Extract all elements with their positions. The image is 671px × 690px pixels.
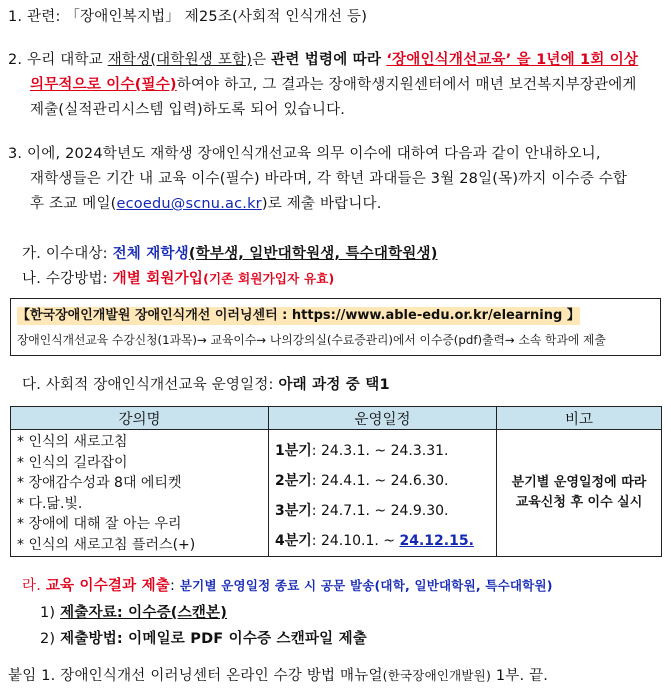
law-basis-text: 관련 법령에 따라 (271, 52, 387, 68)
quarter-range: : 24.7.1. ~ 24.9.30. (311, 503, 449, 519)
attachment-tail: 1부. 끝. (491, 668, 549, 684)
item-3-line-3 (30, 194, 382, 214)
sub-item-2 (40, 629, 367, 649)
method-label: 나. 수강방법: (22, 271, 113, 287)
mandatory-education-text: ‘장애인식개선교육’ 을 1년에 1회 이상 (386, 52, 639, 68)
sub-item-2-label: 2) (40, 631, 61, 647)
elearning-notice-box (10, 298, 661, 356)
quarter-range: : 24.10.1. ~ (311, 533, 400, 549)
period-q4 (275, 526, 496, 556)
elearning-center-url[interactable]: 【한국장애인개발원 장애인식개선 이러닝센터 : https://www.able-edu.or.kr/elearning 】 (17, 308, 580, 323)
list-item: * 인식의 새로고침 플러스(+) (17, 535, 268, 556)
quarter-label: 1분기 (275, 443, 312, 459)
choose-one-text: 아래 과정 중 택1 (278, 377, 390, 393)
list-item: * 인식의 길라잡이 (17, 453, 268, 474)
submission-title: 교육 이수결과 제출 (45, 578, 170, 594)
item-2-prefix: 2. 우리 대학교 (8, 52, 108, 68)
method-individual-signup: 개별 회원가입 (112, 271, 204, 287)
period-q3 (275, 496, 496, 526)
header-schedule: 운영일정 (269, 407, 497, 430)
item-3-line-1: 3. 이에, 2024학년도 재학생 장애인식개선교육 의무 이수에 대하여 다음과 같이 안내하오니, (8, 146, 601, 162)
item-ra-submission (22, 576, 553, 596)
item-2-particle: 은 (252, 52, 272, 68)
target-detail: (학부생, 일반대학원생, 특수대학원생) (188, 246, 438, 262)
item-da-schedule (22, 375, 390, 395)
attachment-org: (한국장애인개발원) (382, 668, 492, 683)
remark-line-2: 교육신청 후 이수 실시 (515, 495, 643, 510)
method-detail: (기존 회원가입자 유효) (203, 271, 335, 286)
list-item: * 장애에 대해 잘 아는 우리 (17, 514, 268, 535)
sub-item-1-label: 1) (40, 605, 61, 621)
schedule-table (10, 406, 662, 557)
submission-label: 라. (22, 578, 46, 594)
header-remarks: 비고 (497, 407, 662, 430)
course-list-cell (11, 430, 269, 557)
period-q2 (275, 466, 496, 496)
table-header-row (11, 407, 662, 430)
sub-item-1 (40, 603, 227, 623)
item-2-line-2 (30, 75, 637, 95)
table-row (11, 430, 662, 557)
submission-material: 제출자료: 이수증(스캔본) (60, 605, 228, 621)
item-2-line-1 (8, 50, 638, 70)
target-label: 가. 이수대상: (22, 246, 113, 262)
period-q1 (275, 436, 496, 466)
schedule-label: 다. 사회적 장애인식개선교육 운영일정: (22, 377, 279, 393)
item-2-line-3: 제출(실적관리시스템 입력)하도록 되어 있습니다. (30, 102, 346, 118)
list-item: * 인식의 새로고침 (17, 432, 268, 453)
period-cell (269, 430, 497, 557)
enrollment-steps: 장애인식개선교육 수강신청(1과목)→ 교육이수→ 나의강의실(수료증관리)에서 이수증(pdf)출력→ 소속 학과에 제출 (17, 333, 606, 347)
list-item: * 다.닮.빛. (17, 494, 268, 515)
attachment-line (8, 666, 548, 686)
header-course-name: 강의명 (11, 407, 269, 430)
item-2-line-2-rest: 하여야 하고, 그 결과는 장애학생지원센터에서 매년 보건복지부장관에게 (176, 77, 637, 93)
list-item: * 장애감수성과 8대 에티켓 (17, 473, 268, 494)
enrolled-students-text: 재학생(대학원생 포함) (107, 52, 253, 68)
q4-end-date: 24.12.15. (399, 533, 474, 549)
quarter-label: 3분기 (275, 503, 312, 519)
submission-colon: : (169, 578, 180, 594)
item-3-line-3-prefix: 후 조교 메일( (30, 196, 117, 212)
assistant-email-link[interactable]: ecoedu@scnu.ac.kr (116, 196, 262, 212)
remark-line-1: 분기별 운영일정에 따라 (511, 475, 647, 490)
quarter-range: : 24.4.1. ~ 24.6.30. (311, 473, 449, 489)
course-list (11, 430, 268, 555)
quarter-label: 2분기 (275, 473, 312, 489)
item-na-method (22, 269, 334, 289)
attachment-text: 붙임 1. 장애인식개선 이러닝센터 온라인 수강 방법 매뉴얼 (8, 668, 383, 684)
item-ga-target (22, 244, 438, 264)
item-3-line-3-suffix: )로 제출 바랍니다. (261, 196, 382, 212)
quarter-range: : 24.3.1. ~ 24.3.31. (311, 443, 449, 459)
mandatory-completion-text: 의무적으로 이수(필수) (30, 77, 177, 93)
submission-desc: 분기별 운영일정 종료 시 공문 발송(대학, 일반대학원, 특수대학원) (179, 578, 553, 593)
submission-method: 제출방법: 이메일로 PDF 이수증 스캔파일 제출 (60, 631, 368, 647)
remark-cell (497, 430, 662, 557)
target-all-students: 전체 재학생 (112, 246, 189, 262)
item-3-line-2: 재학생들은 기간 내 교육 이수(필수) 바라며, 각 학년 과대들은 3월 28일(목)까지 이수증 수합 (30, 171, 628, 187)
item-1-related-law: 1. 관련: 「장애인복지법」 제25조(사회적 인식개선 등) (8, 9, 368, 25)
quarter-label: 4분기 (275, 533, 312, 549)
